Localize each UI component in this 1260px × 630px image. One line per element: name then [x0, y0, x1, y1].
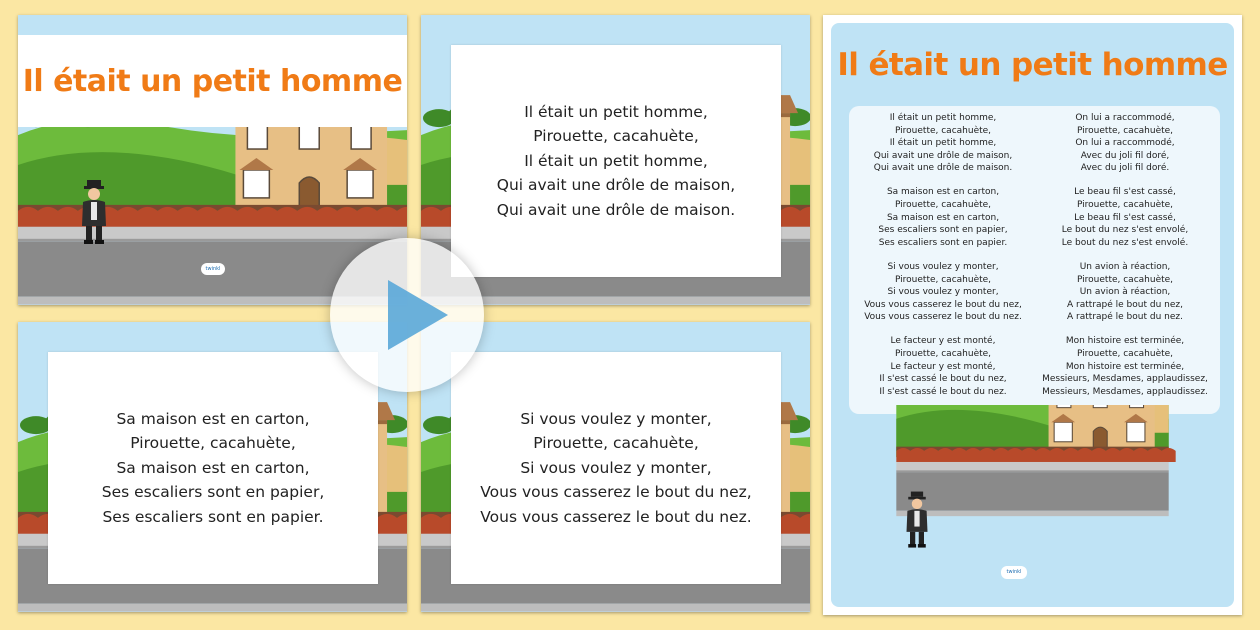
- lyric-line: Pirouette, cacahuète,: [1076, 274, 1174, 285]
- lyric-line: Le bout du nez s'est envolé.: [1061, 237, 1189, 248]
- lyric-line: On lui a raccommodé,: [1075, 138, 1175, 149]
- lyrics-column-left: [853, 112, 1033, 410]
- verse-line: Pirouette, cacahuète,: [130, 434, 296, 453]
- verse-card: [451, 45, 781, 277]
- stanza: [853, 112, 1033, 175]
- lyric-line: Vous vous casserez le bout du nez.: [864, 312, 1022, 323]
- slide-title-text: Il était un petit homme: [22, 63, 403, 99]
- lyric-line: Mon histoire est terminée,: [1065, 361, 1185, 372]
- lyric-line: Pirouette, cacahuète,: [1076, 125, 1174, 136]
- lyric-line: Un avion à réaction,: [1079, 287, 1171, 298]
- lyric-line: Pirouette, cacahuète,: [1076, 200, 1174, 211]
- lyric-line: Le beau fil s'est cassé,: [1074, 212, 1176, 223]
- stanza: [853, 261, 1033, 324]
- lyric-line: Il était un petit homme,: [889, 113, 997, 123]
- lyric-line: Pirouette, cacahuète,: [894, 125, 992, 136]
- play-button[interactable]: [330, 238, 484, 392]
- play-icon: [330, 238, 484, 392]
- stanza: [853, 186, 1033, 249]
- verse-line: Il était un petit homme,: [524, 151, 708, 170]
- lyric-line: Le bout du nez s'est envolé,: [1061, 225, 1189, 236]
- verse-line: Vous vous casserez le bout du nez.: [480, 507, 752, 526]
- lyric-line: Pirouette, cacahuète,: [894, 274, 992, 285]
- lyric-line: Pirouette, cacahuète,: [1076, 349, 1174, 359]
- verse-card: [451, 352, 781, 584]
- lyric-line: Il s'est cassé le bout du nez,: [879, 374, 1007, 385]
- lyric-line: Vous vous casserez le bout du nez,: [864, 299, 1022, 310]
- verse-line: Pirouette, cacahuète,: [533, 127, 699, 146]
- lyric-line: Avec du joli fil doré,: [1080, 150, 1170, 161]
- lyric-line: A rattrapé le bout du nez,: [1067, 299, 1183, 310]
- stanza: [1035, 261, 1215, 324]
- lyric-line: Le facteur y est monté,: [890, 336, 996, 347]
- lyric-line: Il s'est cassé le bout du nez.: [879, 386, 1007, 397]
- lyric-line: Mon histoire est terminée,: [1065, 336, 1185, 347]
- lyric-line: Messieurs, Mesdames, applaudissez,: [1042, 374, 1208, 385]
- verse-line: Ses escaliers sont en papier.: [102, 507, 324, 526]
- title-banner: [18, 35, 407, 127]
- verse-line: Sa maison est en carton,: [116, 409, 310, 428]
- poster-title: Il était un petit homme: [837, 47, 1228, 83]
- lyric-line: On lui a raccommodé,: [1075, 113, 1175, 123]
- stanza: [1035, 335, 1215, 398]
- lyric-line: Messieurs, Mesdames, applaudissez.: [1042, 386, 1208, 397]
- lyric-line: Il était un petit homme,: [889, 138, 997, 149]
- twinkl-logo: twinkl: [201, 263, 225, 275]
- lyric-line: Le facteur y est monté,: [890, 361, 996, 372]
- lyrics-poster[interactable]: [823, 15, 1242, 615]
- lyric-line: Pirouette, cacahuète,: [894, 349, 992, 359]
- verse-line: Qui avait une drôle de maison.: [496, 200, 736, 219]
- verse-line: Qui avait une drôle de maison,: [496, 176, 736, 195]
- stanza: [1035, 112, 1215, 175]
- little-man-figure: [903, 491, 931, 549]
- lyric-line: Si vous voulez y monter,: [887, 261, 999, 272]
- lyric-line: Qui avait une drôle de maison,: [873, 150, 1013, 161]
- lyric-line: Avec du joli fil doré.: [1080, 163, 1170, 174]
- verse-line: Sa maison est en carton,: [116, 458, 310, 477]
- lyric-line: Ses escaliers sont en papier,: [878, 225, 1008, 236]
- lyric-line: Pirouette, cacahuète,: [894, 200, 992, 211]
- lyric-line: Ses escaliers sont en papier.: [878, 237, 1008, 248]
- verse-line: Vous vous casserez le bout du nez,: [480, 483, 752, 502]
- poster-scene-illustration: [831, 405, 1234, 607]
- lyric-line: Un avion à réaction,: [1079, 261, 1171, 272]
- verse-line: Pirouette, cacahuète,: [533, 434, 699, 453]
- lyric-line: Si vous voulez y monter,: [887, 287, 999, 298]
- verse-line: Si vous voulez y monter,: [520, 409, 712, 428]
- verse-line: Si vous voulez y monter,: [520, 458, 712, 477]
- verse-line: Ses escaliers sont en papier,: [101, 483, 325, 502]
- lyric-line: A rattrapé le bout du nez.: [1067, 312, 1183, 323]
- lyric-line: Le beau fil s'est cassé,: [1074, 187, 1176, 198]
- verse-line: Il était un petit homme,: [524, 102, 708, 121]
- twinkl-logo: twinkl: [1001, 566, 1027, 579]
- lyrics-column-right: [1035, 112, 1215, 410]
- lyric-line: Sa maison est en carton,: [886, 212, 1000, 223]
- stanza: [853, 335, 1033, 398]
- stanza: [1035, 186, 1215, 249]
- poster-frame: [831, 23, 1234, 607]
- lyric-line: Qui avait une drôle de maison.: [873, 163, 1013, 174]
- little-man-figure: [78, 180, 110, 245]
- lyric-line: Sa maison est en carton,: [886, 187, 1000, 198]
- verse-card: [48, 352, 378, 584]
- lyrics-panel: [849, 106, 1220, 414]
